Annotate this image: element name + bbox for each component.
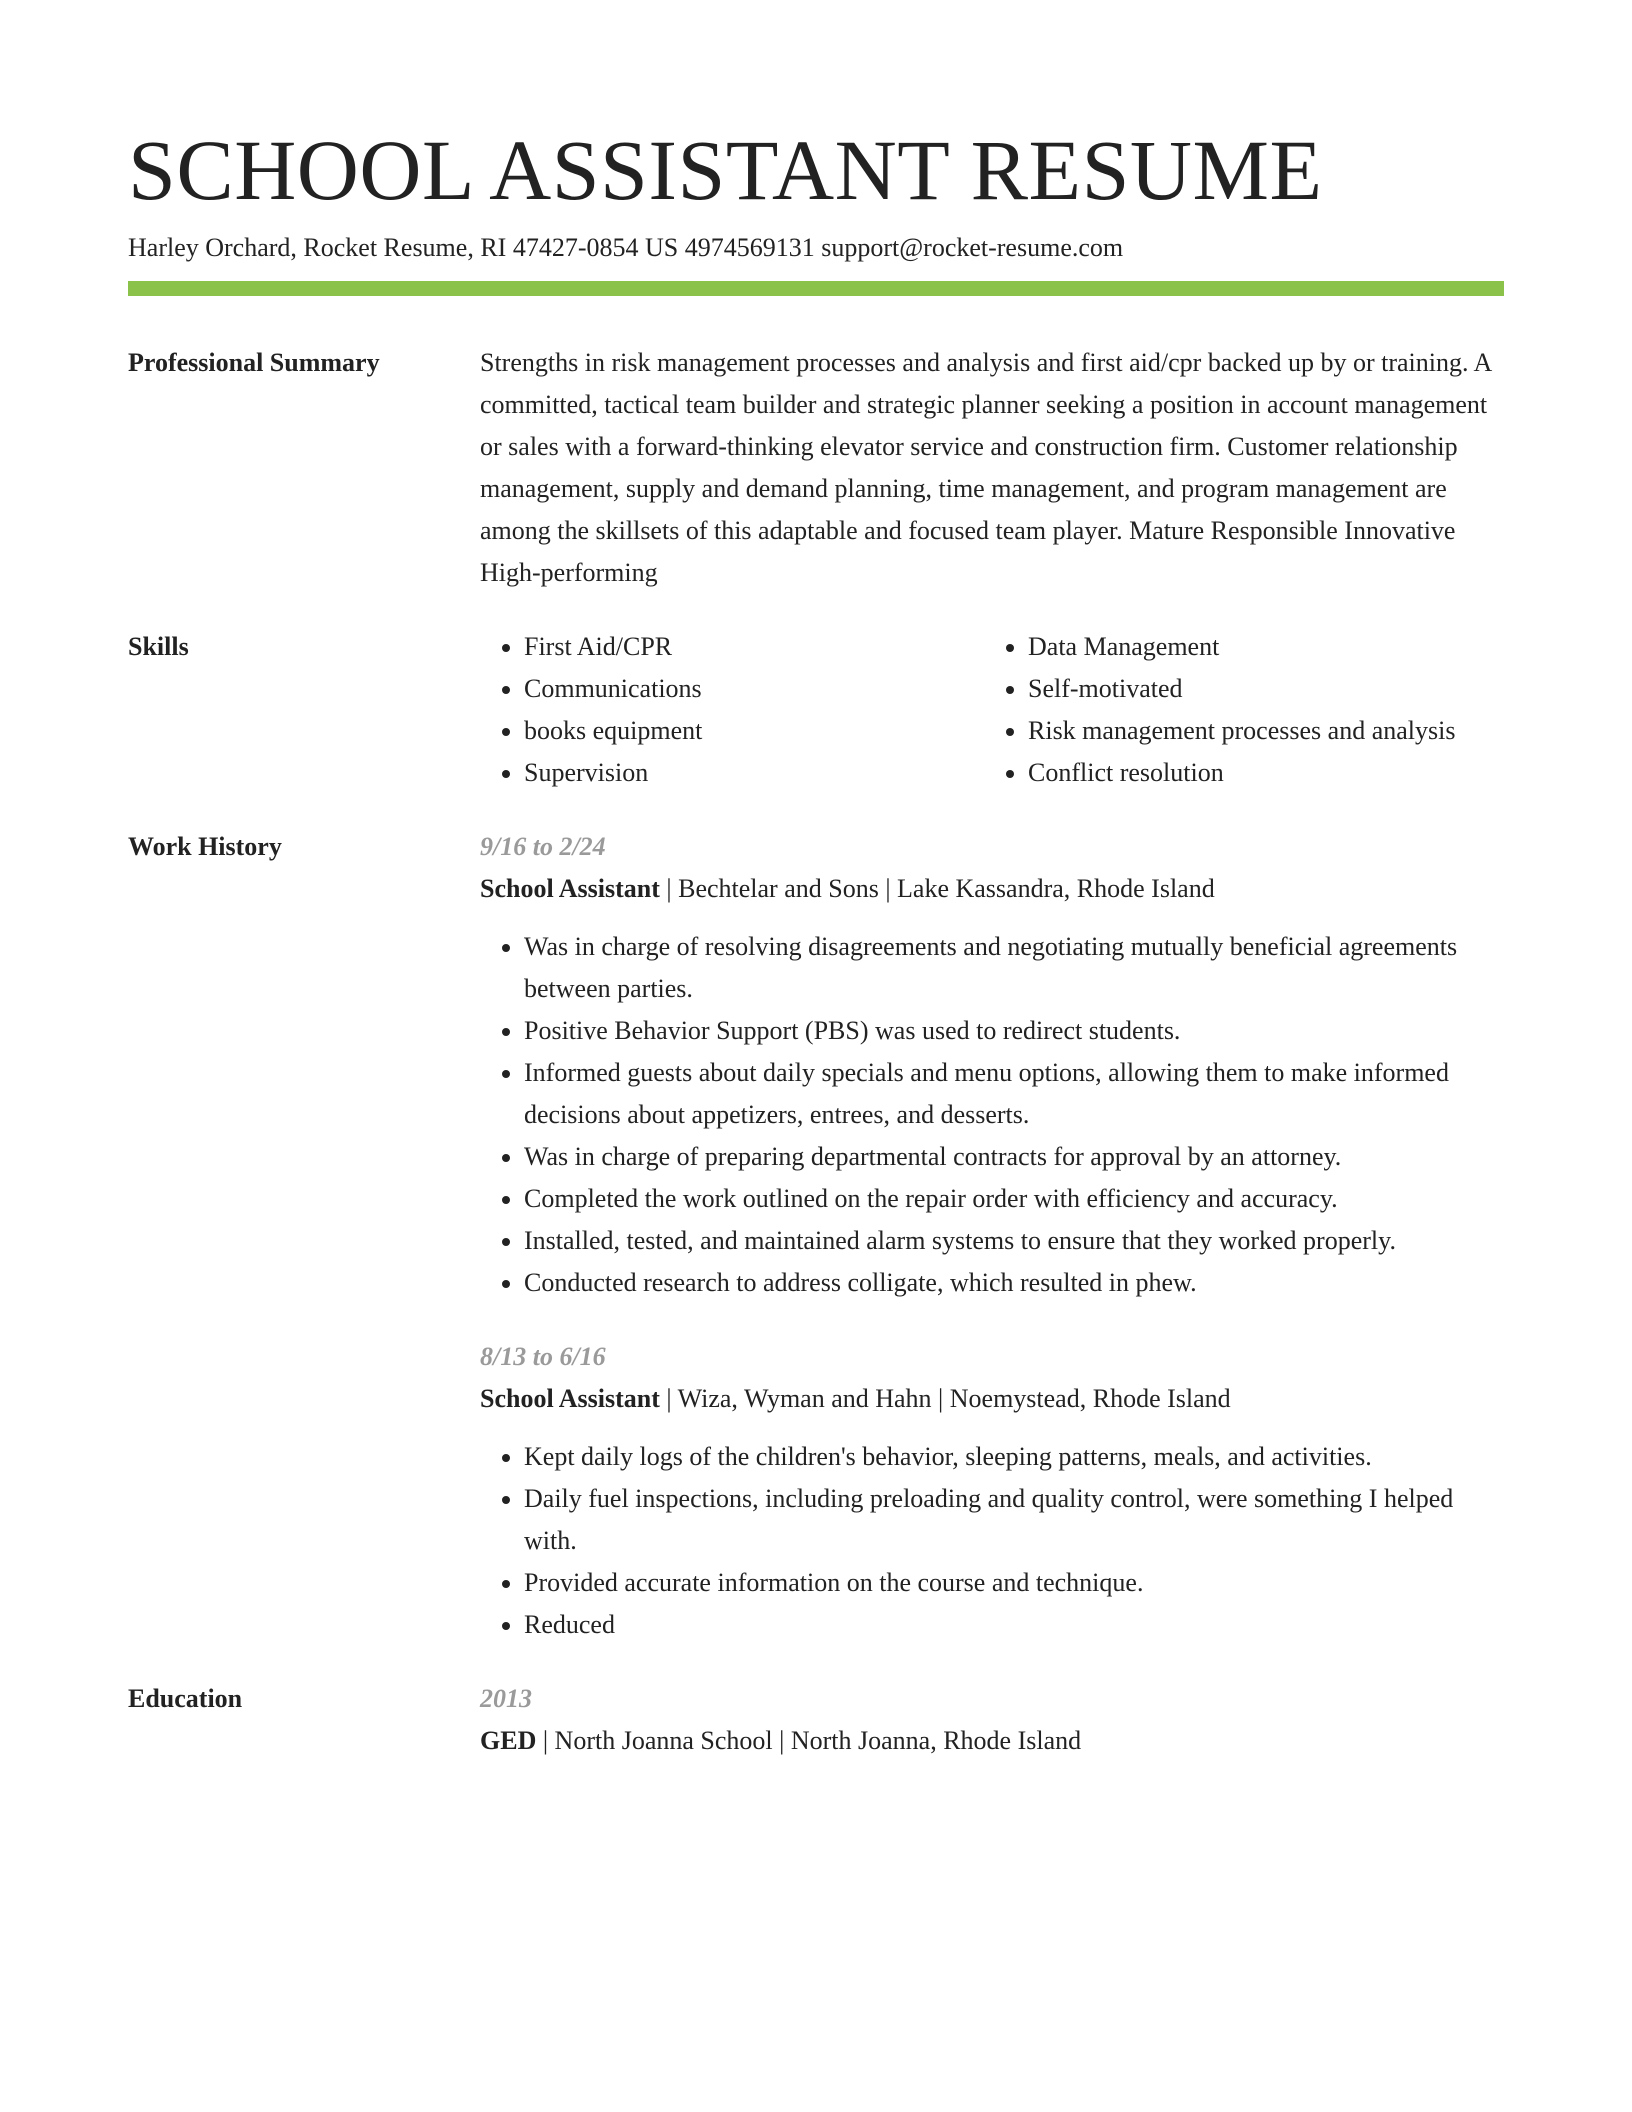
job-entry: [480, 826, 1504, 1304]
skill-item: • Risk management processes and analysis: [1028, 710, 1488, 752]
job-title-line: [480, 868, 1504, 910]
education-entry: [480, 1678, 1504, 1762]
work-history-section: [128, 826, 1504, 1646]
summary-text: Strengths in risk management processes and analysis and first aid/cpr backed up by or training. A committed, tactical team builder and strategic planner seeking a position in account management or sales with a forward-thinking elevator service and construction firm. Customer relationship management, supply and demand planning, time management, and program management are among the skillsets of this adaptable and focused team player. Mature Responsible Innovative High-performing: [480, 348, 1491, 587]
skills-column-left: [480, 626, 984, 794]
education-line: [480, 1720, 1504, 1762]
education-school-location: | North Joanna School | North Joanna, Rhode Island: [536, 1726, 1082, 1755]
skills-label: Skills: [128, 632, 189, 661]
job-bullets: [480, 1436, 1504, 1646]
job-bullet: • Informed guests about daily specials and menu options, allowing them to make informed decisions about appetizers, entrees, and desserts.: [524, 1052, 1504, 1136]
job-bullet: • Provided accurate information on the course and technique.: [524, 1562, 1504, 1604]
work-history-list: [480, 826, 1504, 1646]
job-bullet: • Installed, tested, and maintained alarm systems to ensure that they worked properly.: [524, 1220, 1504, 1262]
work-history-label: Work History: [128, 832, 282, 861]
skills-list: [480, 626, 1504, 794]
summary-section: [128, 342, 1504, 594]
skills-section: [128, 626, 1504, 794]
job-bullet: • Reduced: [524, 1604, 1504, 1646]
resume-page: [128, 118, 1504, 1762]
resume-title: SCHOOL ASSISTANT RESUME: [128, 122, 1323, 218]
job-bullets: [480, 926, 1504, 1304]
skill-item: • Conflict resolution: [1028, 752, 1488, 794]
skill-item: • Data Management: [1028, 626, 1488, 668]
job-role: School Assistant: [480, 874, 660, 903]
job-bullet: • Positive Behavior Support (PBS) was used to redirect students.: [524, 1010, 1504, 1052]
skill-item: • books equipment: [524, 710, 984, 752]
skill-item: • First Aid/CPR: [524, 626, 984, 668]
summary-label: Professional Summary: [128, 348, 380, 377]
skills-column-right: [984, 626, 1488, 794]
contact-line: Harley Orchard, Rocket Resume, RI 47427-0854 US 4974569131 support@rocket-resume.com: [128, 233, 1124, 262]
education-section: [128, 1678, 1504, 1762]
education-year: 2013: [480, 1684, 532, 1713]
job-entry: [480, 1336, 1504, 1646]
job-bullet: • Daily fuel inspections, including preloading and quality control, were something I helped with.: [524, 1478, 1504, 1562]
education-degree: GED: [480, 1726, 537, 1755]
job-dates: 9/16 to 2/24: [480, 832, 606, 861]
job-employer-location: | Wiza, Wyman and Hahn | Noemystead, Rhode Island: [659, 1384, 1231, 1413]
job-bullet: • Completed the work outlined on the repair order with efficiency and accuracy.: [524, 1178, 1504, 1220]
skill-item: • Self-motivated: [1028, 668, 1488, 710]
job-title-line: [480, 1378, 1504, 1420]
skill-item: • Communications: [524, 668, 984, 710]
job-bullet: • Kept daily logs of the children's behavior, sleeping patterns, meals, and activities.: [524, 1436, 1504, 1478]
job-dates: 8/13 to 6/16: [480, 1342, 606, 1371]
job-bullet: • Was in charge of preparing departmental contracts for approval by an attorney.: [524, 1136, 1504, 1178]
header-divider: [128, 281, 1504, 296]
job-role: School Assistant: [480, 1384, 660, 1413]
job-bullet: • Conducted research to address colligate, which resulted in phew.: [524, 1262, 1504, 1304]
job-employer-location: | Bechtelar and Sons | Lake Kassandra, Rhode Island: [659, 874, 1215, 903]
job-bullet: • Was in charge of resolving disagreements and negotiating mutually beneficial agreements between parties.: [524, 926, 1504, 1010]
education-label: Education: [128, 1684, 243, 1713]
skill-item: • Supervision: [524, 752, 984, 794]
